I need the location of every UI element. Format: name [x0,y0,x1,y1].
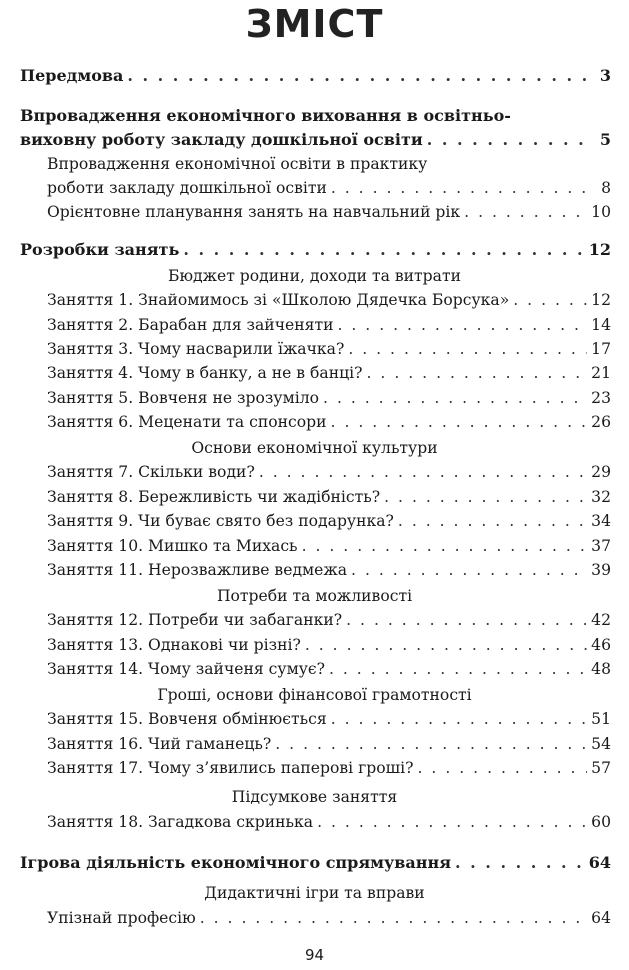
toc-entry-page: 46 [591,636,611,654]
toc-entry-page: 8 [601,179,611,197]
toc-entry-text: Заняття 6. Меценати та спонсори [47,413,327,431]
toc-lesson [47,410,611,434]
dot-leader [418,756,588,780]
toc-entry-text: Заняття 10. Мишко та Михась [47,537,298,555]
toc-entry-page: 12 [588,240,611,259]
toc-entry-text: Заняття 9. Чи буває свято без подарунка? [47,512,394,530]
toc-entry-text: Ігрова діяльність економічного спрямування [20,853,452,872]
toc-lesson [47,633,611,657]
dot-leader [259,460,587,484]
toc-entry-text: Заняття 5. Вовченя не зрозуміло [47,389,320,407]
section-heading: Основи економічної культури [191,439,438,457]
toc-lesson [47,337,611,361]
toc-entry-page: 3 [599,66,611,85]
dot-leader [427,128,589,152]
toc-entry-page: 60 [591,813,611,831]
toc-entry-text: Заняття 4. Чому в банку, а не в банці? [47,364,363,382]
toc-entry-text: Передмова [20,66,124,85]
toc-lesson [47,485,611,509]
toc-entry-text: Заняття 11. Нерозважливе ведмежа [47,561,348,579]
toc-entry-text: Заняття 3. Чому насварили їжачка? [47,340,345,358]
toc-entry-text: Заняття 14. Чому зайченя сумує? [47,660,325,678]
toc-entry-text: Заняття 2. Барабан для зайченяти [47,316,334,334]
toc-entry-text: Розробки занять [20,240,180,259]
toc-entry-page: 10 [591,203,611,221]
toc-entry-text: Заняття 16. Чий гаманець? [47,735,272,753]
toc-entry-page: 34 [591,512,611,530]
toc-entry-text: виховну роботу закладу дошкільної освіти [20,130,423,149]
dot-leader [398,509,587,533]
toc-lesson [47,534,611,558]
dot-leader [351,558,587,582]
dot-leader [275,732,587,756]
toc-entry-text: Упізнай професію [47,909,196,927]
section-heading: Гроші, основи фінансової грамотності [157,686,472,704]
toc-entry-line: Впровадження економічного виховання в освітньо- [20,106,511,125]
toc-lesson [47,732,611,756]
toc-entry-text: Заняття 13. Однакові чи різні? [47,636,301,654]
toc-lesson [47,558,611,582]
toc-entry-text: роботи закладу дошкільної освіти [47,179,327,197]
section-heading: Потреби та можливості [216,587,413,605]
toc-entry-page: 64 [591,909,611,927]
section-heading: Бюджет родини, доходи та витрати [168,267,461,285]
toc-lesson [47,288,611,312]
toc-entry-text: Заняття 12. Потреби чи забаганки? [47,611,343,629]
dot-leader [331,410,588,434]
toc-lesson [47,361,611,385]
page-number: 94 [304,946,325,964]
toc-entry-page: 54 [591,735,611,753]
toc-entry-vprovadzhennia-osvity [47,176,611,200]
dot-leader [384,485,587,509]
dot-leader [183,238,584,262]
toc-entry-page: 17 [591,340,611,358]
dot-leader [331,707,587,731]
toc-lesson [47,460,611,484]
dot-leader [317,810,587,834]
toc-lesson [47,707,611,731]
toc-entry-text: Орієнтовне планування занять на навчальний рік [47,203,461,221]
toc-entry-page: 26 [591,413,611,431]
section-heading: Дидактичні ігри та вправи [204,884,425,902]
toc-entry-text: Заняття 17. Чому з’явились паперові гроші? [47,759,414,777]
toc-entry-text: Заняття 15. Вовченя обмінюється [47,710,327,728]
toc-entry-page: 39 [591,561,611,579]
dot-leader [367,361,588,385]
toc-lesson [47,608,611,632]
dot-leader [348,337,587,361]
toc-entry-ihrova [20,851,611,875]
toc-entry-planuvannia [47,200,611,224]
toc-lesson [47,386,611,410]
toc-entry-page: 37 [591,537,611,555]
toc-entry-vprovadzhennia-vykhovannia [20,128,611,152]
toc-entry-page: 51 [591,710,611,728]
dot-leader [455,851,585,875]
toc-entry-page: 5 [599,130,611,149]
toc-lesson [47,810,611,834]
page-title: ЗМІСТ [245,2,384,46]
dot-leader [331,176,589,200]
toc-entry-page: 23 [591,389,611,407]
dot-leader [337,313,587,337]
dot-leader [200,906,587,930]
dot-leader [127,64,589,88]
dot-leader [305,633,587,657]
toc-entry-page: 64 [588,853,611,872]
dot-leader [346,608,587,632]
toc-entry-line: Впровадження економічної освіти в практику [47,155,428,173]
dot-leader [329,657,587,681]
dot-leader [302,534,588,558]
dot-leader [464,200,587,224]
toc-entry-text: Заняття 1. Знайомимось зі «Школою Дядечка Борсука» [47,291,510,309]
section-heading: Підсумкове заняття [231,788,398,806]
toc-entry-rozrobky [20,238,611,262]
toc-entry-peredmova [20,64,611,88]
toc-entry-text: Заняття 8. Бережливість чи жадібність? [47,488,381,506]
toc-entry-text: Заняття 7. Скільки води? [47,463,255,481]
toc-entry-text: Заняття 18. Загадкова скринька [47,813,314,831]
dot-leader [513,288,587,312]
toc-lesson [47,657,611,681]
toc-entry-page: 48 [591,660,611,678]
dot-leader [323,386,587,410]
toc-entry-page: 21 [591,364,611,382]
toc-lesson [47,313,611,337]
toc-entry-page: 57 [591,759,611,777]
toc-entry-page: 14 [591,316,611,334]
toc-entry-page: 42 [591,611,611,629]
toc-lesson [47,756,611,780]
toc-entry-page: 32 [591,488,611,506]
toc-lesson [47,509,611,533]
toc-entry-page: 29 [591,463,611,481]
toc-entry-page: 12 [591,291,611,309]
toc-game [47,906,611,930]
